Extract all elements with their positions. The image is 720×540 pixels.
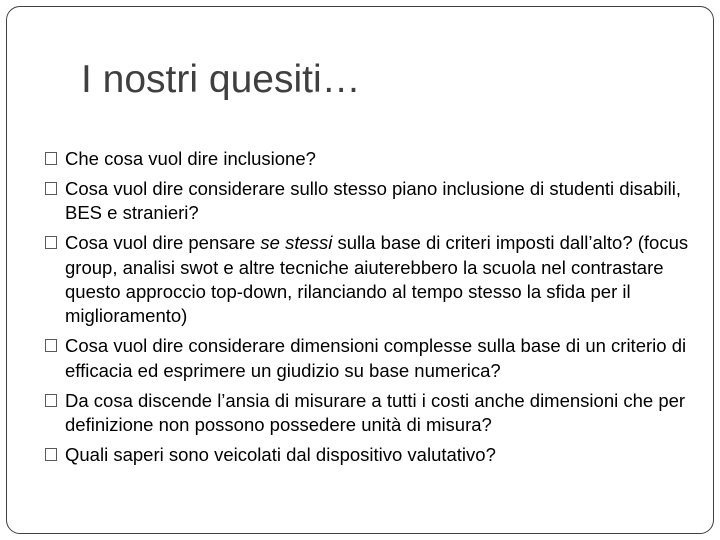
empty-square-bullet-icon <box>45 394 57 407</box>
bullet-text-run: Quali saperi sono veicolati dal dispositivo valutativo? <box>65 443 496 465</box>
bullet-text <box>65 232 688 326</box>
bullet-text-run: Da cosa discende l’ansia di misurare a tutti i costi anche dimensioni che per definizione non possono possedere unità di misura? <box>65 389 686 436</box>
bullet-text <box>65 335 686 380</box>
bullet-text-run: sulla base di criteri imposti dall’alto? (focus group, analisi swot e altre tecniche aiuterebbero la scuola nel contrastare questo approccio top-down, rilanciando al tempo stesso la sfida per il miglioramento) <box>65 232 689 327</box>
bullet-item <box>45 147 710 171</box>
slide-frame <box>6 6 714 534</box>
bullet-text-run: Cosa vuol dire pensare <box>65 232 261 254</box>
bullet-text-run: Cosa vuol dire considerare dimensioni complesse sulla base di un criterio di efficacia ed esprimere un giudizio su base numerica? <box>65 335 687 381</box>
bullet-item <box>45 443 710 467</box>
bullet-text-run: Che cosa vuol dire inclusione? <box>65 148 316 169</box>
bullet-text-run: Cosa vuol dire considerare sullo stesso piano inclusione di studenti disabili, BES e stranieri? <box>65 177 681 224</box>
bullet-item <box>45 389 710 438</box>
empty-square-bullet-icon <box>45 448 57 461</box>
bullet-text <box>65 178 681 223</box>
bullet-item <box>45 177 710 226</box>
bullet-text <box>65 148 316 169</box>
bullet-item <box>45 334 710 383</box>
bullet-text-run-italic: se stessi <box>260 232 333 254</box>
slide-title: I nostri quesiti… <box>81 58 361 101</box>
bullet-list <box>45 147 710 473</box>
empty-square-bullet-icon <box>45 339 57 352</box>
bullet-text <box>65 444 496 465</box>
bullet-text <box>65 390 685 435</box>
empty-square-bullet-icon <box>45 152 57 165</box>
empty-square-bullet-icon <box>45 182 57 195</box>
bullet-item <box>45 231 710 329</box>
empty-square-bullet-icon <box>45 236 57 249</box>
